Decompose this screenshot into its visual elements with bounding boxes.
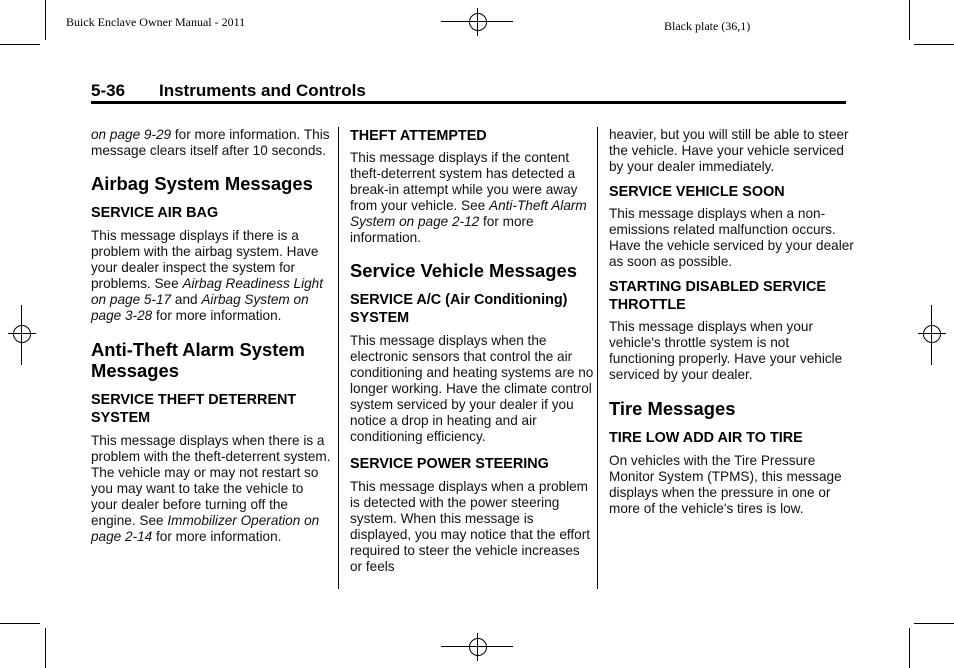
registration-mark-bottom bbox=[464, 633, 492, 661]
column-divider bbox=[597, 127, 598, 589]
crop-mark bbox=[909, 628, 910, 668]
paragraph: This message displays when the electronic sensors that control the air conditioning and heating systems are no longer working. Have the climate control system serviced by your dealer if you notice a drop in heating and air conditioning efficiency. bbox=[350, 333, 594, 444]
crop-mark bbox=[914, 623, 954, 624]
print-header-right: Black plate (36,1) bbox=[664, 19, 751, 33]
column-2 bbox=[350, 127, 595, 575]
registration-mark-right bbox=[918, 320, 946, 348]
heading-tire-messages: Tire Messages bbox=[609, 398, 736, 419]
subheading-theft-attempted: THEFT ATTEMPTED bbox=[350, 128, 487, 144]
subheading-service-air-bag: SERVICE AIR BAG bbox=[91, 205, 219, 221]
crop-mark bbox=[909, 0, 910, 40]
paragraph: heavier, but you will still be able to steer the vehicle. Have your vehicle serviced by your dealer immediately. bbox=[609, 127, 849, 174]
registration-line bbox=[441, 646, 513, 647]
crop-mark bbox=[0, 623, 40, 624]
registration-line bbox=[931, 305, 932, 365]
cross-reference: Airbag System on page 3-28 bbox=[91, 292, 309, 323]
registration-mark-left bbox=[8, 320, 36, 348]
crop-mark bbox=[0, 44, 40, 45]
paragraph: This message displays when there is a problem with the theft-deterrent system. The vehicle may or may not restart so you may want to take the vehicle to your dealer before turning off the engine. See Immobilizer Operation on page 2-14 for more information. bbox=[91, 433, 331, 544]
subheading-service-vehicle-soon: SERVICE VEHICLE SOON bbox=[609, 184, 785, 200]
heading-service-vehicle-messages: Service Vehicle Messages bbox=[350, 260, 577, 281]
subheading-tire-low-add-air-to-tire: TIRE LOW ADD AIR TO TIRE bbox=[609, 430, 803, 446]
paragraph: This message displays when a non-emissions related malfunction occurs. Have the vehicle serviced by your dealer as soon as possible. bbox=[609, 206, 854, 269]
crop-mark bbox=[45, 628, 46, 668]
registration-line bbox=[21, 305, 22, 365]
section-header bbox=[91, 81, 846, 101]
paragraph: This message displays when a problem is detected with the power steering system. When this message is displayed, you may notice that the effort required to steer the vehicle increases or feels bbox=[350, 479, 591, 574]
registration-mark-top bbox=[464, 8, 492, 36]
paragraph: on page 9-29 for more information. This message clears itself after 10 seconds. bbox=[91, 127, 330, 158]
registration-line bbox=[441, 21, 513, 22]
cross-reference: Immobilizer Operation on page 2-14 bbox=[91, 513, 320, 544]
subheading-starting-disabled-service-throttle: STARTING DISABLED SERVICE THROTTLE bbox=[609, 279, 826, 313]
subheading-service-power-steering: SERVICE POWER STEERING bbox=[350, 456, 549, 472]
crop-mark bbox=[914, 44, 954, 45]
print-header-left: Buick Enclave Owner Manual - 2011 bbox=[66, 15, 246, 29]
subheading-service-theft-deterrent-system: SERVICE THEFT DETERRENT SYSTEM bbox=[91, 392, 297, 426]
page-number: 5-36 bbox=[91, 81, 126, 100]
column-1 bbox=[91, 127, 331, 545]
heading-anti-theft-alarm-system-messages: Anti-Theft Alarm System Messages bbox=[91, 339, 305, 381]
cross-reference: Anti-Theft Alarm System on page 2-12 bbox=[350, 198, 587, 229]
subheading-service-ac-system: SERVICE A/C (Air Conditioning) SYSTEM bbox=[350, 292, 568, 326]
cross-reference: Airbag Readiness Light on page 5-17 bbox=[91, 276, 323, 307]
paragraph: On vehicles with the Tire Pressure Monitor System (TPMS), this message displays when the pressure in one or more of the vehicle's tires is low. bbox=[609, 453, 842, 516]
column-divider bbox=[338, 127, 339, 589]
column-3 bbox=[609, 127, 854, 517]
paragraph: This message displays when your vehicle's throttle system is not functioning properly. Have your vehicle serviced by your dealer. bbox=[609, 319, 843, 382]
paragraph: This message displays if there is a problem with the airbag system. Have your dealer inspect the system for problems. See Airbag Readiness Light on page 5-17 and Airbag System on page 3-28 for more information. bbox=[91, 228, 323, 323]
cross-reference: on page 9-29 bbox=[91, 127, 172, 142]
header-rule bbox=[91, 101, 846, 104]
heading-airbag-system-messages: Airbag System Messages bbox=[91, 173, 313, 194]
crop-mark bbox=[45, 0, 46, 40]
section-title: Instruments and Controls bbox=[159, 81, 366, 100]
paragraph: This message displays if the content theft-deterrent system has detected a break-in attempt while you were away from your vehicle. See Anti-Theft Alarm System on page 2-12 for more information. bbox=[350, 150, 587, 245]
